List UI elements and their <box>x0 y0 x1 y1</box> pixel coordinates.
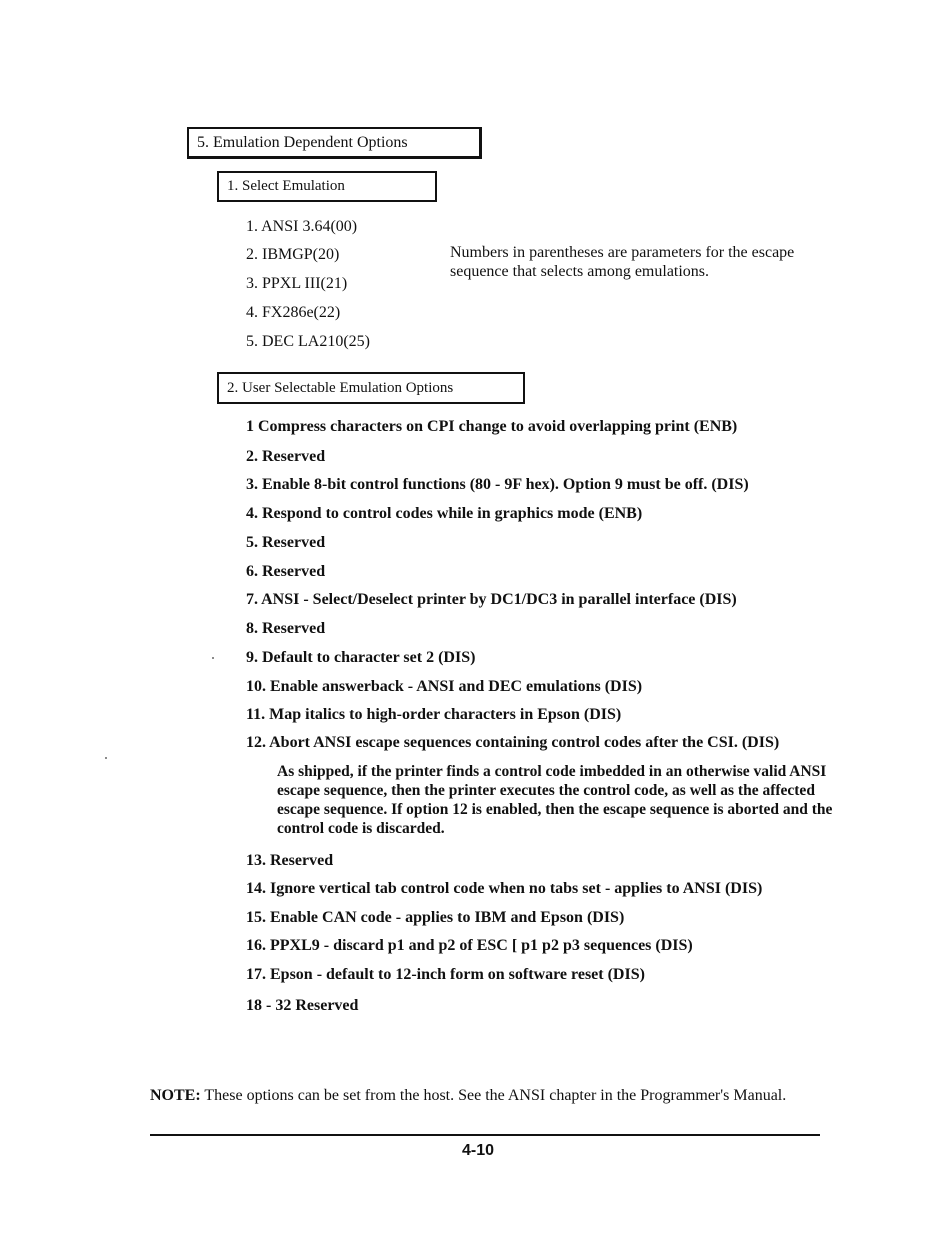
list-item: 9. Default to character set 2 (DIS) <box>246 649 476 666</box>
list-item: 5. DEC LA210(25) <box>246 333 370 350</box>
list-item: 7. ANSI - Select/Deselect printer by DC1/DC3 in parallel interface (DIS) <box>246 591 737 608</box>
list-item: 1. ANSI 3.64(00) <box>246 218 358 235</box>
list-item: 15. Enable CAN code - applies to IBM and Epson (DIS) <box>246 909 625 926</box>
list-item: 16. PPXL9 - discard p1 and p2 of ESC [ p1 p2 p3 sequences (DIS) <box>246 937 693 954</box>
note-text: These options can be set from the host. See the ANSI chapter in the Programmer's Manual. <box>204 1087 787 1104</box>
list-item: 12. Abort ANSI escape sequences containing control codes after the CSI. (DIS) <box>246 734 780 751</box>
scan-speck <box>105 757 107 759</box>
subsection-heading-select-emulation <box>217 171 437 202</box>
footer-rule <box>150 1134 820 1136</box>
list-item: 8. Reserved <box>246 620 326 637</box>
list-item: 3. PPXL III(21) <box>246 275 348 292</box>
list-item: 18 - 32 Reserved <box>246 997 359 1014</box>
section-heading <box>187 127 482 159</box>
subsection-heading-user-options <box>217 372 525 404</box>
footer-note <box>150 1086 830 1106</box>
list-item: 14. Ignore vertical tab control code when no tabs set - applies to ANSI (DIS) <box>246 880 763 897</box>
list-item: 11. Map italics to high-order characters in Epson (DIS) <box>246 706 622 723</box>
subsection-title: 2. User Selectable Emulation Options <box>227 379 454 396</box>
subsection-title: 1. Select Emulation <box>227 178 345 194</box>
section-title: 5. Emulation Dependent Options <box>197 133 408 151</box>
list-item: 4. Respond to control codes while in graphics mode (ENB) <box>246 505 643 522</box>
note-label: NOTE: <box>150 1087 201 1104</box>
list-item: 5. Reserved <box>246 534 326 551</box>
scan-speck <box>212 657 214 659</box>
list-item: 13. Reserved <box>246 852 334 869</box>
list-item: 10. Enable answerback - ANSI and DEC emulations (DIS) <box>246 678 643 695</box>
list-item: 1 Compress characters on CPI change to avoid overlapping print (ENB) <box>246 418 738 435</box>
page-number: 4-10 <box>462 1142 495 1159</box>
emulation-parameter-note: Numbers in parentheses are parameters for the escape sequence that selects among emulations. <box>450 244 795 280</box>
list-item: 2. IBMGP(20) <box>246 246 340 263</box>
list-item: 2. Reserved <box>246 448 326 465</box>
list-item: 4. FX286e(22) <box>246 304 341 321</box>
list-item: 6. Reserved <box>246 563 326 580</box>
list-item: 3. Enable 8-bit control functions (80 - 9F hex). Option 9 must be off. (DIS) <box>246 476 749 493</box>
list-item: 17. Epson - default to 12-inch form on software reset (DIS) <box>246 966 645 983</box>
option-12-explanation: As shipped, if the printer finds a control code imbedded in an otherwise valid ANSI escape sequence, then the printer executes the control code, as well as the affected escape sequence. If option 12 is enabled, then the escape sequence is aborted and the control code is discarded. <box>277 763 833 837</box>
